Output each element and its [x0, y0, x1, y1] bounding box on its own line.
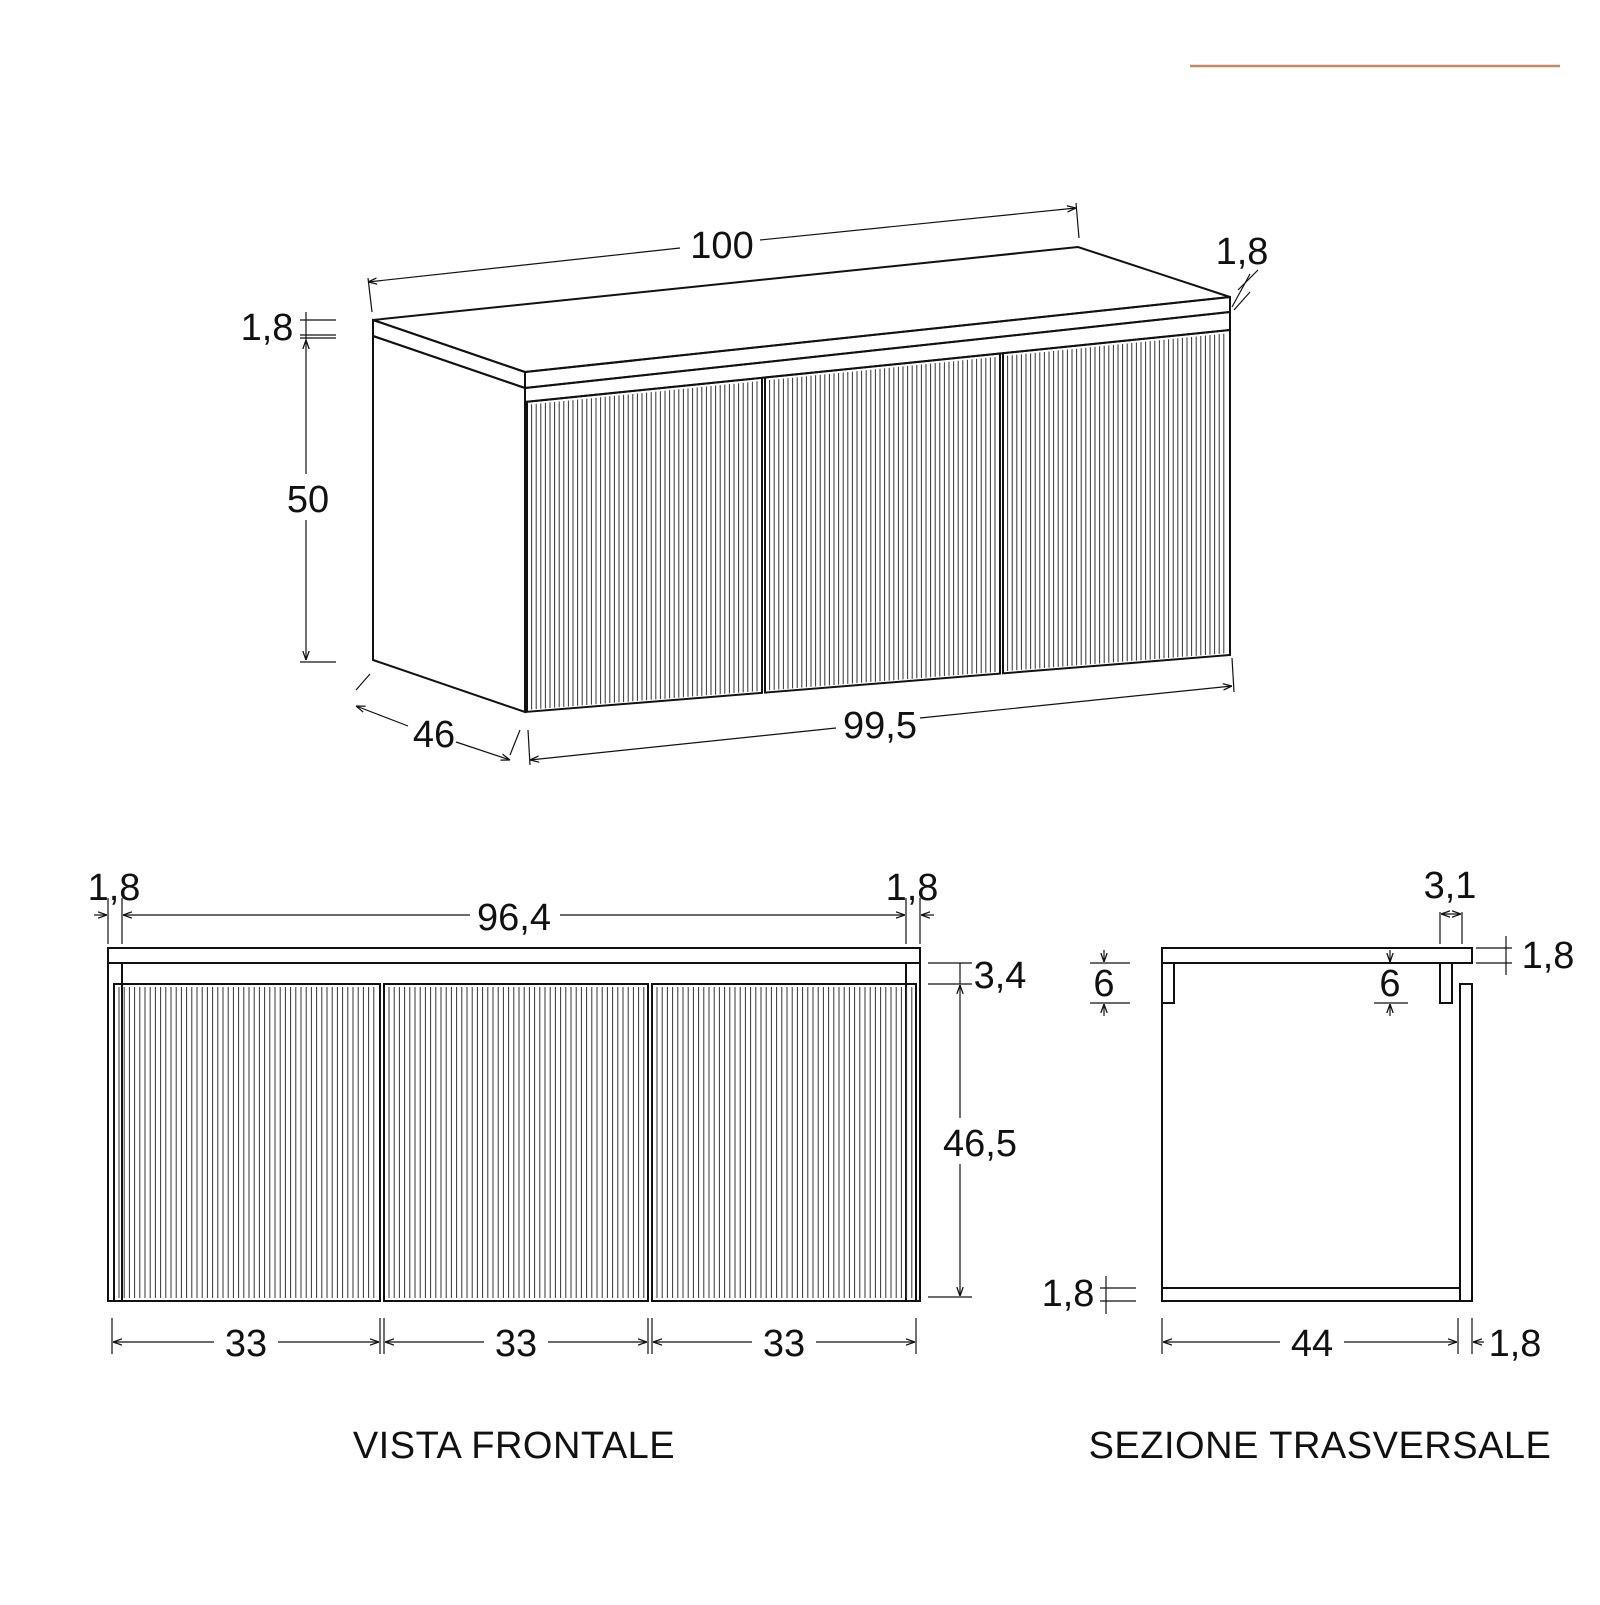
dim-section-bottom-thickness: 1,8: [1041, 1273, 1095, 1315]
front-side-right: [906, 963, 920, 1301]
iso-left-side: [373, 336, 525, 712]
front-top-slab: [108, 948, 920, 963]
front-door-1: [114, 984, 380, 1301]
iso-door-1: [527, 378, 762, 712]
front-view-caption: VISTA FRONTALE: [352, 1425, 676, 1467]
iso-top-front-edge: [525, 297, 1230, 388]
iso-recess: [525, 312, 1230, 402]
dim-front-door-width-1: 33: [224, 1323, 268, 1365]
dim-section-rail-right: 6: [1379, 963, 1401, 1005]
front-door-3: [652, 984, 916, 1301]
dim-section-top-thickness: 1,8: [1521, 935, 1575, 977]
section-view: [1042, 865, 1575, 1467]
front-view: [88, 867, 1027, 1467]
iso-door-2: [765, 353, 1000, 692]
dim-front-door-height: 46,5: [943, 1123, 1017, 1165]
iso-top-left-edge: [373, 320, 525, 388]
section-view-caption: SEZIONE TRASVERSALE: [1088, 1425, 1552, 1467]
isometric-view: [241, 203, 1269, 765]
dim-iso-width-front: 99,5: [843, 705, 917, 747]
section-top-slab: [1162, 948, 1472, 963]
dim-section-top-overhang: 3,1: [1423, 865, 1477, 907]
front-doors: [114, 984, 916, 1301]
dim-front-side-left: 1,8: [87, 867, 141, 909]
section-rail-left: [1162, 963, 1174, 1003]
front-door-2: [384, 984, 648, 1301]
dim-iso-height: 50: [286, 479, 330, 521]
iso-top-face: [373, 247, 1230, 372]
dim-iso-width-top: 100: [690, 225, 754, 267]
section-door: [1460, 984, 1472, 1301]
dim-front-top-gap: 3,4: [973, 955, 1027, 997]
section-bottom-shelf: [1162, 1288, 1460, 1301]
dim-iso-depth: 46: [412, 714, 456, 756]
section-rail-right: [1440, 963, 1452, 1003]
dim-iso-top-thickness-right: 1,8: [1215, 231, 1269, 273]
dim-section-inner-depth: 44: [1290, 1323, 1334, 1365]
dim-front-door-width-3: 33: [762, 1323, 806, 1365]
dim-front-door-width-2: 33: [494, 1323, 538, 1365]
dim-iso-top-thickness-left: 1,8: [240, 307, 294, 349]
dim-section-rail-left: 6: [1093, 963, 1115, 1005]
dim-section-door-thickness: 1,8: [1488, 1323, 1542, 1365]
iso-doors: [527, 330, 1230, 712]
dim-front-inner-width: 96,4: [477, 897, 551, 939]
dim-front-side-right: 1,8: [885, 867, 939, 909]
